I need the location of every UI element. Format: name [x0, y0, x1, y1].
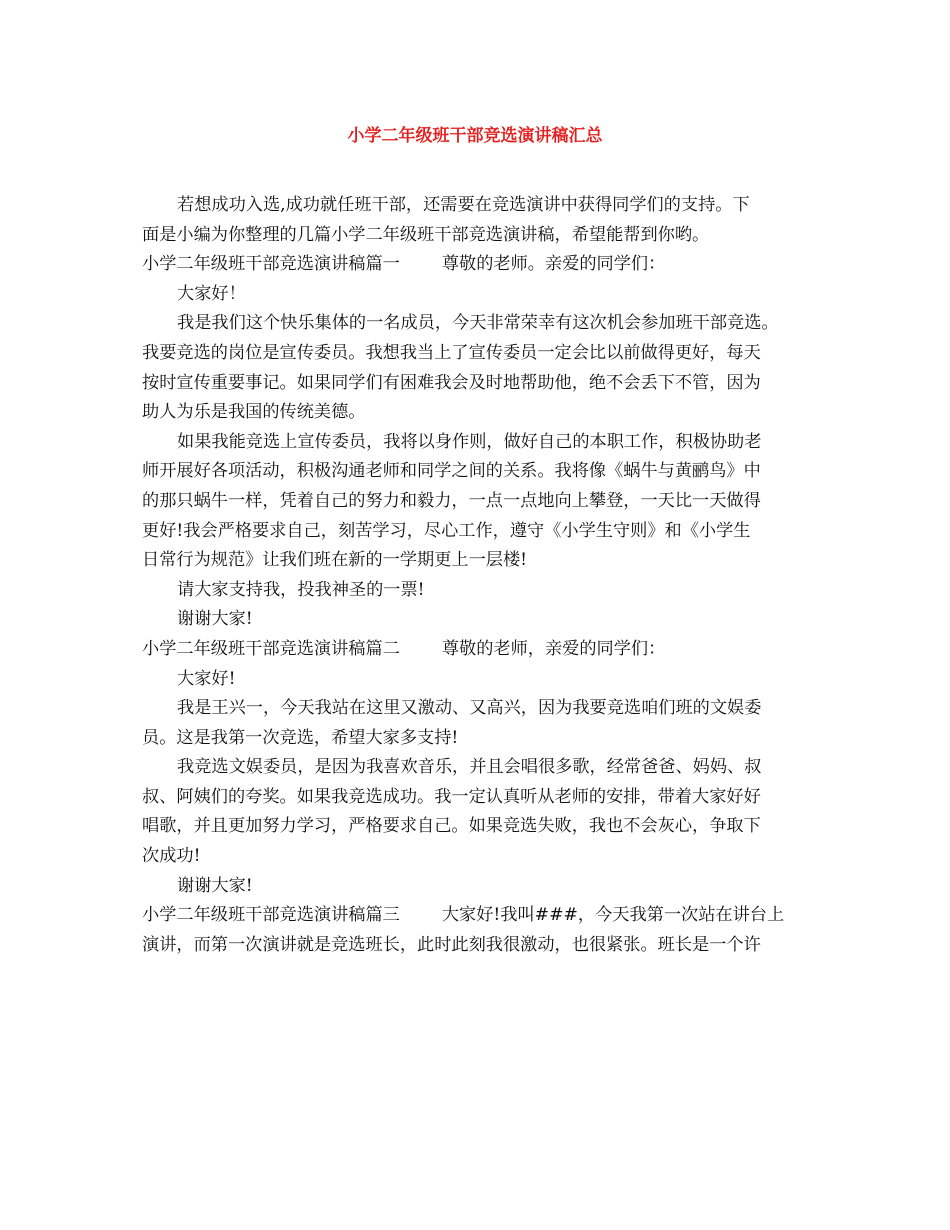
paragraph-line: [142, 191, 828, 221]
section-heading: 小学二年级班干部竞选演讲稿篇三: [142, 905, 400, 926]
paragraph-line: [142, 428, 828, 458]
paragraph-line: [142, 605, 828, 635]
paragraph-line: [142, 517, 828, 547]
line-text: 尊敬的老师。亲爱的同学们：: [441, 254, 666, 275]
paragraph-line: [142, 724, 828, 754]
line-text: 次成功!: [142, 846, 201, 867]
section-heading-line: [142, 635, 828, 665]
line-text: 我是王兴一，今天我站在这里又激动、又高兴，因为我要竞选咱们班的文娱委: [177, 698, 762, 719]
line-text: 请大家支持我，投我神圣的一票!: [177, 579, 425, 600]
line-text: 面是小编为你整理的几篇小学二年级班干部竞选演讲稿，希望能帮到你哟。: [142, 224, 710, 245]
paragraph-line: [142, 457, 828, 487]
line-text: 演讲，而第一次演讲就是竞选班长，此时此刻我很激动，也很紧张。班长是一个许: [142, 934, 761, 955]
line-text: 谢谢大家!: [177, 875, 253, 896]
paragraph-line: [142, 546, 828, 576]
paragraph-line: [142, 783, 828, 813]
line-text: 我要竞选的岗位是宣传委员。我想我当上了宣传委员一定会比以前做得更好，每天: [142, 342, 761, 363]
line-text: 员。这是我第一次竞选，希望大家多支持!: [142, 727, 459, 748]
paragraph-line: [142, 309, 828, 339]
line-text: 尊敬的老师，亲爱的同学们：: [441, 638, 666, 659]
line-text: 我竞选文娱委员，是因为我喜欢音乐，并且会唱很多歌，经常爸爸、妈妈、叔: [177, 757, 762, 778]
line-text: 大家好！: [177, 283, 246, 304]
paragraph-line: [142, 339, 828, 369]
paragraph-line: [142, 665, 828, 695]
line-text: 谢谢大家!: [177, 609, 253, 630]
document-body: [142, 191, 828, 960]
line-text: 大家好!我叫###，今天我第一次站在讲台上: [441, 905, 785, 926]
line-text: 日常行为规范》让我们班在新的一学期更上一层楼!: [142, 550, 528, 571]
line-text: 师开展好各项活动，积极沟通老师和同学之间的关系。我将像《蜗牛与黄鹂鸟》中: [142, 461, 761, 482]
paragraph-line: [142, 398, 828, 428]
paragraph-line: [142, 576, 828, 606]
line-text: 助人为乐是我国的传统美德。: [142, 402, 366, 423]
paragraph-line: [142, 842, 828, 872]
paragraph-line: [142, 872, 828, 902]
section-heading-line: [142, 901, 828, 931]
paragraph-line: [142, 280, 828, 310]
paragraph-line: [142, 812, 828, 842]
paragraph-line: [142, 221, 828, 251]
line-text: 若想成功入选,成功就任班干部，还需要在竞选演讲中获得同学们的支持。下: [177, 195, 750, 215]
section-heading-line: [142, 250, 828, 280]
line-text: 我是我们这个快乐集体的一名成员，今天非常荣幸有这次机会参加班干部竞选。: [177, 313, 779, 334]
paragraph-line: [142, 931, 828, 961]
line-text: 的那只蜗牛一样，凭着自己的努力和毅力，一点一点地向上攀登，一天比一天做得: [142, 490, 761, 511]
line-text: 按时宣传重要事记。如果同学们有困难我会及时地帮助他，绝不会丢下不管，因为: [142, 372, 761, 393]
line-text: 大家好!: [177, 668, 236, 689]
paragraph-line: [142, 694, 828, 724]
paragraph-line: [142, 369, 828, 399]
line-text: 唱歌，并且更加努力学习，严格要求自己。如果竞选失败，我也不会灰心，争取下: [142, 816, 761, 837]
section-heading: 小学二年级班干部竞选演讲稿篇二: [142, 638, 400, 659]
section-heading: 小学二年级班干部竞选演讲稿篇一: [142, 254, 400, 275]
paragraph-line: [142, 487, 828, 517]
document-title: 小学二年级班干部竞选演讲稿汇总: [347, 126, 603, 146]
paragraph-line: [142, 753, 828, 783]
line-text: 叔、阿姨们的夸奖。如果我竞选成功。我一定认真听从老师的安排，带着大家好好: [142, 786, 761, 807]
line-text: 更好!我会严格要求自己，刻苦学习，尽心工作，遵守《小学生守则》和《小学生: [142, 520, 751, 541]
line-text: 如果我能竞选上宣传委员，我将以身作则，做好自己的本职工作，积极协助老: [177, 431, 762, 452]
